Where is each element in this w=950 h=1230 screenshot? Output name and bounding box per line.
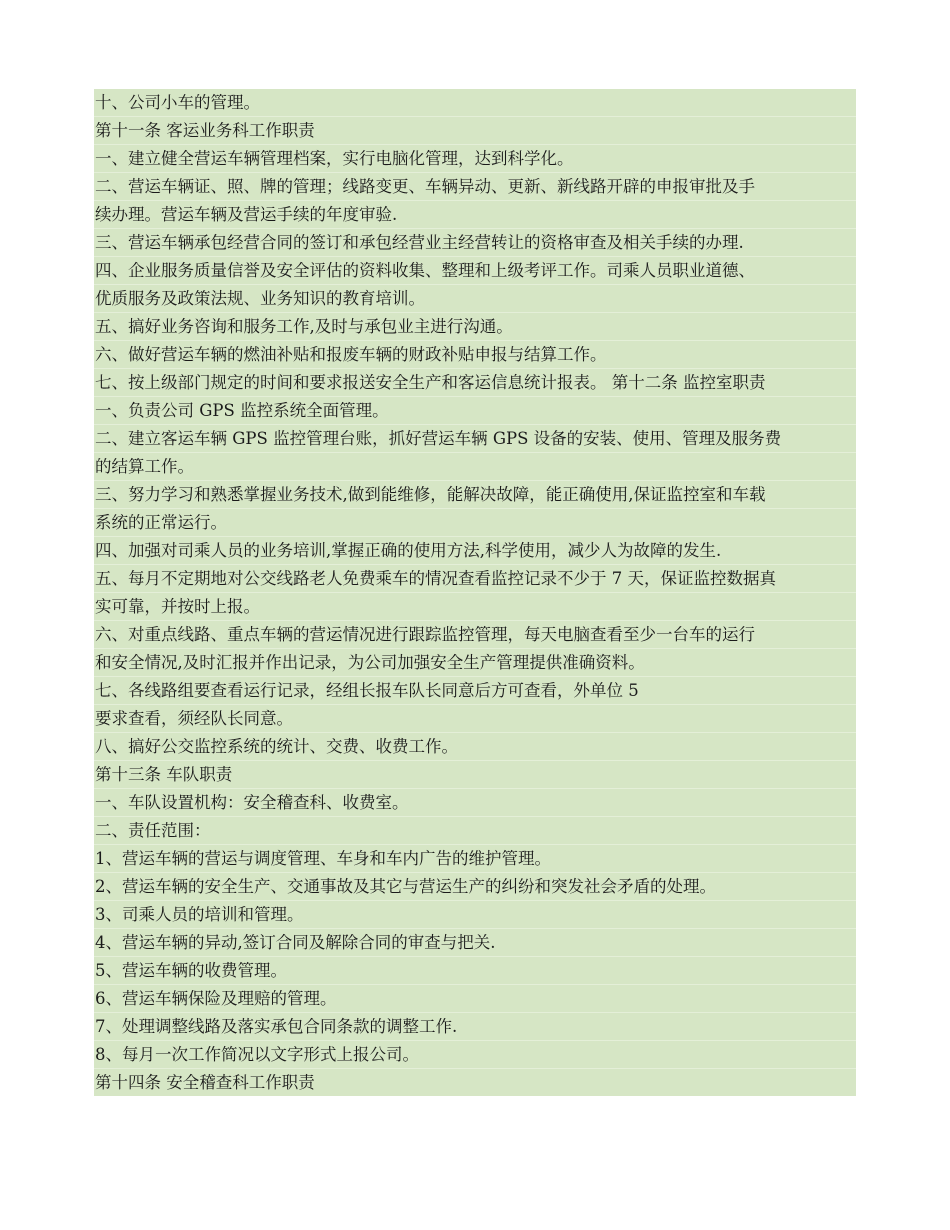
text-line: 六、做好营运车辆的燃油补贴和报废车辆的财政补贴申报与结算工作。 xyxy=(94,341,856,369)
list-item: 4、营运车辆的异动,签订合同及解除合同的审查与把关. xyxy=(94,929,856,957)
text-line: 十、公司小车的管理。 xyxy=(94,89,856,117)
list-item: 6、营运车辆保险及理赔的管理。 xyxy=(94,985,856,1013)
text-line: 五、每月不定期地对公交线路老人免费乘车的情况查看监控记录不少于 7 天，保证监控数据真 xyxy=(94,565,856,593)
section-heading: 第十一条 客运业务科工作职责 xyxy=(94,117,856,145)
text-line: 六、对重点线路、重点车辆的营运情况进行跟踪监控管理，每天电脑查看至少一台车的运行 xyxy=(94,621,856,649)
list-item: 7、处理调整线路及落实承包合同条款的调整工作. xyxy=(94,1013,856,1041)
text-line: 七、按上级部门规定的时间和要求报送安全生产和客运信息统计报表。 第十二条 监控室职责 xyxy=(94,369,856,397)
text-line: 要求查看，须经队长同意。 xyxy=(94,705,856,733)
text-line: 二、营运车辆证、照、牌的管理；线路变更、车辆异动、更新、新线路开辟的申报审批及手 xyxy=(94,173,856,201)
text-line: 和安全情况,及时汇报并作出记录，为公司加强安全生产管理提供准确资料。 xyxy=(94,649,856,677)
text-line: 系统的正常运行。 xyxy=(94,509,856,537)
text-line: 二、责任范围： xyxy=(94,817,856,845)
text-line: 优质服务及政策法规、业务知识的教育培训。 xyxy=(94,285,856,313)
list-item: 5、营运车辆的收费管理。 xyxy=(94,957,856,985)
text-line: 一、车队设置机构：安全稽查科、收费室。 xyxy=(94,789,856,817)
list-item: 1、营运车辆的营运与调度管理、车身和车内广告的维护管理。 xyxy=(94,845,856,873)
text-line: 二、建立客运车辆 GPS 监控管理台账，抓好营运车辆 GPS 设备的安装、使用、管理及服务费 xyxy=(94,425,856,453)
text-line: 八、搞好公交监控系统的统计、交费、收费工作。 xyxy=(94,733,856,761)
list-item: 2、营运车辆的安全生产、交通事故及其它与营运生产的纠纷和突发社会矛盾的处理。 xyxy=(94,873,856,901)
section-heading: 第十三条 车队职责 xyxy=(94,761,856,789)
list-item: 3、司乘人员的培训和管理。 xyxy=(94,901,856,929)
text-line: 的结算工作。 xyxy=(94,453,856,481)
text-line: 一、负责公司 GPS 监控系统全面管理。 xyxy=(94,397,856,425)
text-line: 续办理。营运车辆及营运手续的年度审验. xyxy=(94,201,856,229)
text-line: 三、努力学习和熟悉掌握业务技术,做到能维修，能解决故障，能正确使用,保证监控室和车载 xyxy=(94,481,856,509)
text-line: 四、加强对司乘人员的业务培训,掌握正确的使用方法,科学使用，减少人为故障的发生. xyxy=(94,537,856,565)
text-line: 七、各线路组要查看运行记录，经组长报车队长同意后方可查看，外单位 5 xyxy=(94,677,856,705)
text-line: 五、搞好业务咨询和服务工作,及时与承包业主进行沟通。 xyxy=(94,313,856,341)
text-line: 实可靠，并按时上报。 xyxy=(94,593,856,621)
document-body xyxy=(94,89,856,1096)
list-item: 8、每月一次工作简况以文字形式上报公司。 xyxy=(94,1041,856,1069)
text-line: 一、建立健全营运车辆管理档案，实行电脑化管理，达到科学化。 xyxy=(94,145,856,173)
section-heading: 第十四条 安全稽查科工作职责 xyxy=(95,1073,315,1092)
text-line: 四、企业服务质量信誉及安全评估的资料收集、整理和上级考评工作。司乘人员职业道德、 xyxy=(94,257,856,285)
text-line: 三、营运车辆承包经营合同的签订和承包经营业主经营转让的资格审查及相关手续的办理. xyxy=(94,229,856,257)
